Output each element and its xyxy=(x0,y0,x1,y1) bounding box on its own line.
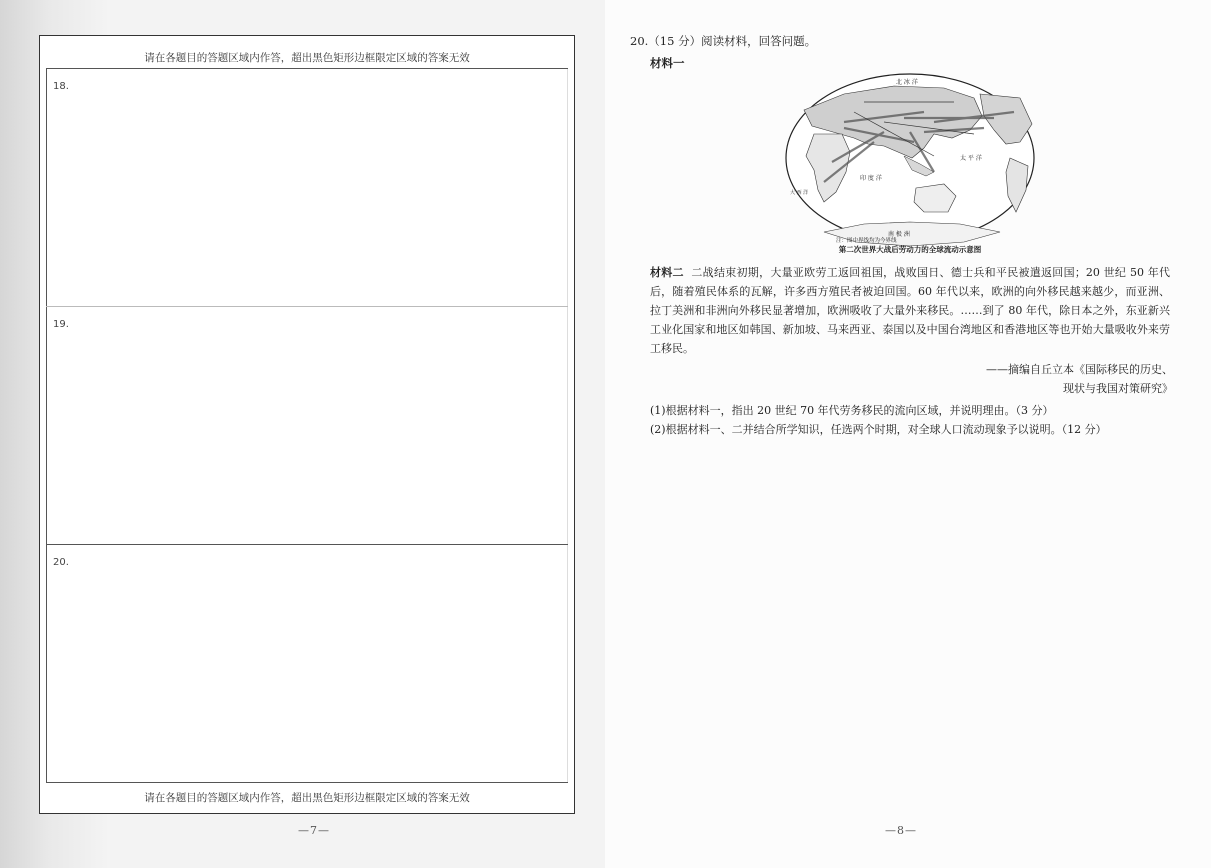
material-one-label: 材料一 xyxy=(650,56,685,70)
answer-sheet-page xyxy=(0,0,605,868)
world-map xyxy=(784,72,1036,256)
answer-area-19[interactable] xyxy=(46,307,568,544)
material-two-label: 材料二 xyxy=(650,266,684,279)
continent-label-antarctica: 南 极 洲 xyxy=(888,231,910,238)
sub-question-1: (1)根据材料一，指出 20 世纪 70 年代劳务移民的流向区域，并说明理由。（3 分） xyxy=(650,404,1054,417)
page-number-left: —7— xyxy=(298,824,330,837)
ocean-label-indian: 印 度 洋 xyxy=(860,175,882,182)
answer-frame xyxy=(39,35,575,814)
source-line-1: ——摘编自丘立本《国际移民的历史、 xyxy=(986,363,1173,376)
area-label-18: 18. xyxy=(53,81,69,92)
page-number-right: —8— xyxy=(885,824,917,837)
map-note: 注：图中界线均为今界线 xyxy=(836,238,897,244)
answer-area-18[interactable] xyxy=(46,69,568,306)
answer-area-20[interactable] xyxy=(46,545,568,782)
ocean-label-arctic: 北 冰 洋 xyxy=(896,79,918,86)
material-source xyxy=(986,360,1173,398)
area-label-20: 20. xyxy=(53,557,69,568)
ocean-label-pacific: 太 平 洋 xyxy=(960,155,982,162)
material-two-paragraph xyxy=(650,263,1170,358)
material-two-text: 二战结束初期，大量亚欧劳工返回祖国，战败国日、德士兵和平民被遣返回国；20 世纪 50 年代后，随着殖民体系的瓦解，许多西方殖民者被迫回国。60 年代以来，欧洲的向外移民越来越少，而亚洲、拉丁美洲和非洲向外移民显著增加，欧洲吸收了大量外来移民。……到了 80 年代，除日本之外，东亚新兴工业化国家和地区如韩国、新加坡、马来西亚、泰国以及中国台湾地区和香港地区等也开始大量吸收外来劳工移民。 xyxy=(650,266,1171,355)
map-caption: 第二次世界大战后劳动力的全球流动示意图 xyxy=(838,245,982,254)
rule-bottom xyxy=(46,782,568,783)
area-label-19: 19. xyxy=(53,319,69,330)
top-notice: 请在各题目的答题区域内作答，超出黑色矩形边框限定区域的答案无效 xyxy=(144,52,470,64)
source-line-2: 现状与我国对策研究》 xyxy=(1063,382,1173,395)
ocean-label-atlantic: 大 西 洋 xyxy=(790,190,809,196)
sub-question-2: (2)根据材料一、二并结合所学知识，任选两个时期，对全球人口流动现象予以说明。（12 分） xyxy=(650,423,1107,436)
bottom-notice: 请在各题目的答题区域内作答，超出黑色矩形边框限定区域的答案无效 xyxy=(144,792,470,804)
world-map-figure xyxy=(784,72,1036,256)
question-heading: 20.（15 分）阅读材料，回答问题。 xyxy=(630,34,817,48)
